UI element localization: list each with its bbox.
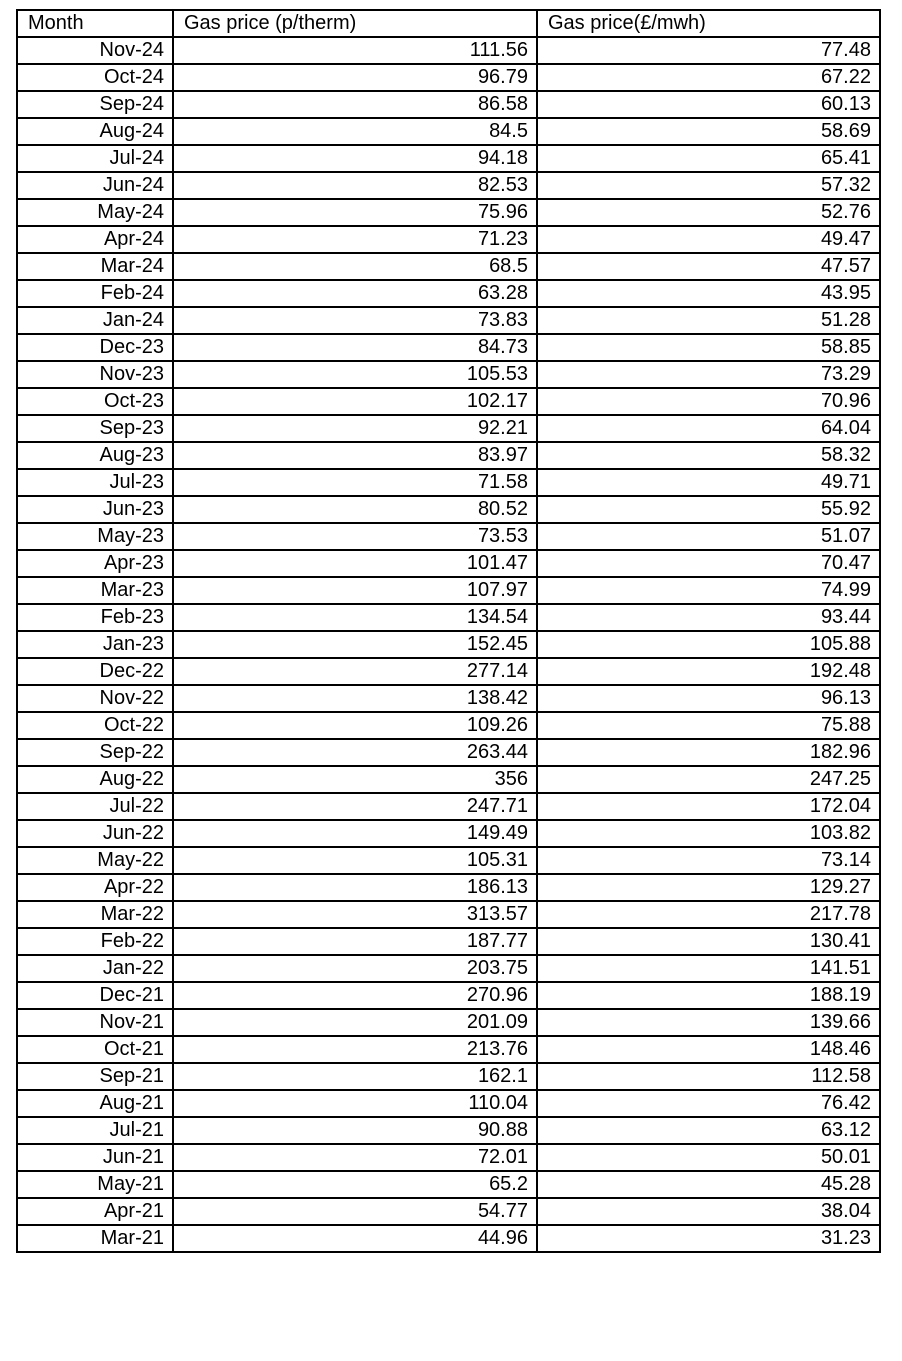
price-p-therm-cell: 201.09 [173, 1009, 537, 1036]
gas-price-table [16, 9, 881, 1253]
price-p-therm-cell: 149.49 [173, 820, 537, 847]
price-p-therm-cell: 270.96 [173, 982, 537, 1009]
month-cell: Jul-24 [17, 145, 173, 172]
price-p-therm-cell: 96.79 [173, 64, 537, 91]
month-cell: Aug-24 [17, 118, 173, 145]
month-cell: Apr-21 [17, 1198, 173, 1225]
price-p-therm-cell: 80.52 [173, 496, 537, 523]
price-gbp-mwh-cell: 51.28 [537, 307, 880, 334]
table-row [17, 847, 880, 874]
price-gbp-mwh-cell: 75.88 [537, 712, 880, 739]
month-cell: Jul-23 [17, 469, 173, 496]
table-row [17, 982, 880, 1009]
price-gbp-mwh-cell: 74.99 [537, 577, 880, 604]
price-p-therm-cell: 94.18 [173, 145, 537, 172]
price-p-therm-cell: 109.26 [173, 712, 537, 739]
month-cell: Mar-23 [17, 577, 173, 604]
table-row [17, 685, 880, 712]
month-cell: Sep-24 [17, 91, 173, 118]
table-row [17, 793, 880, 820]
price-p-therm-cell: 152.45 [173, 631, 537, 658]
table-row [17, 550, 880, 577]
price-gbp-mwh-cell: 55.92 [537, 496, 880, 523]
price-p-therm-cell: 86.58 [173, 91, 537, 118]
table-row [17, 1063, 880, 1090]
table-row [17, 1225, 880, 1252]
price-p-therm-cell: 92.21 [173, 415, 537, 442]
price-p-therm-cell: 187.77 [173, 928, 537, 955]
price-gbp-mwh-cell: 64.04 [537, 415, 880, 442]
price-p-therm-cell: 101.47 [173, 550, 537, 577]
month-cell: Nov-22 [17, 685, 173, 712]
month-cell: Mar-24 [17, 253, 173, 280]
month-cell: Jul-21 [17, 1117, 173, 1144]
table-row [17, 901, 880, 928]
table-row [17, 307, 880, 334]
table-row [17, 442, 880, 469]
price-p-therm-cell: 186.13 [173, 874, 537, 901]
table-row [17, 91, 880, 118]
price-gbp-mwh-cell: 58.32 [537, 442, 880, 469]
month-cell: Mar-21 [17, 1225, 173, 1252]
price-gbp-mwh-cell: 70.47 [537, 550, 880, 577]
price-p-therm-cell: 68.5 [173, 253, 537, 280]
price-gbp-mwh-cell: 141.51 [537, 955, 880, 982]
price-p-therm-cell: 313.57 [173, 901, 537, 928]
price-p-therm-cell: 82.53 [173, 172, 537, 199]
month-cell: Apr-24 [17, 226, 173, 253]
price-p-therm-cell: 105.31 [173, 847, 537, 874]
price-gbp-mwh-cell: 247.25 [537, 766, 880, 793]
price-p-therm-cell: 73.83 [173, 307, 537, 334]
price-gbp-mwh-cell: 49.47 [537, 226, 880, 253]
month-cell: Oct-22 [17, 712, 173, 739]
price-gbp-mwh-cell: 192.48 [537, 658, 880, 685]
price-p-therm-cell: 84.73 [173, 334, 537, 361]
month-cell: May-23 [17, 523, 173, 550]
table-row [17, 955, 880, 982]
price-gbp-mwh-cell: 188.19 [537, 982, 880, 1009]
month-cell: Sep-21 [17, 1063, 173, 1090]
month-cell: Nov-23 [17, 361, 173, 388]
month-cell: Oct-21 [17, 1036, 173, 1063]
price-gbp-mwh-cell: 73.29 [537, 361, 880, 388]
month-cell: Jun-24 [17, 172, 173, 199]
price-gbp-mwh-cell: 45.28 [537, 1171, 880, 1198]
table-row [17, 1198, 880, 1225]
header-month: Month [17, 10, 173, 37]
month-cell: Jun-23 [17, 496, 173, 523]
table-row [17, 1117, 880, 1144]
price-p-therm-cell: 54.77 [173, 1198, 537, 1225]
price-p-therm-cell: 44.96 [173, 1225, 537, 1252]
price-gbp-mwh-cell: 103.82 [537, 820, 880, 847]
month-cell: Feb-22 [17, 928, 173, 955]
price-gbp-mwh-cell: 49.71 [537, 469, 880, 496]
price-p-therm-cell: 90.88 [173, 1117, 537, 1144]
table-row [17, 496, 880, 523]
table-row [17, 1090, 880, 1117]
table-row [17, 874, 880, 901]
month-cell: Jun-22 [17, 820, 173, 847]
month-cell: Jan-23 [17, 631, 173, 658]
price-gbp-mwh-cell: 58.69 [537, 118, 880, 145]
price-gbp-mwh-cell: 217.78 [537, 901, 880, 928]
table-row [17, 712, 880, 739]
header-price-p-therm: Gas price (p/therm) [173, 10, 537, 37]
price-gbp-mwh-cell: 67.22 [537, 64, 880, 91]
table-row [17, 118, 880, 145]
table-row [17, 658, 880, 685]
price-gbp-mwh-cell: 65.41 [537, 145, 880, 172]
month-cell: Nov-24 [17, 37, 173, 64]
price-gbp-mwh-cell: 51.07 [537, 523, 880, 550]
table-row [17, 280, 880, 307]
price-p-therm-cell: 138.42 [173, 685, 537, 712]
price-gbp-mwh-cell: 50.01 [537, 1144, 880, 1171]
price-p-therm-cell: 162.1 [173, 1063, 537, 1090]
price-p-therm-cell: 75.96 [173, 199, 537, 226]
price-p-therm-cell: 356 [173, 766, 537, 793]
month-cell: Apr-22 [17, 874, 173, 901]
table-row [17, 226, 880, 253]
table-row [17, 172, 880, 199]
price-p-therm-cell: 72.01 [173, 1144, 537, 1171]
table-row [17, 253, 880, 280]
price-gbp-mwh-cell: 96.13 [537, 685, 880, 712]
price-gbp-mwh-cell: 112.58 [537, 1063, 880, 1090]
month-cell: Sep-22 [17, 739, 173, 766]
price-gbp-mwh-cell: 63.12 [537, 1117, 880, 1144]
price-gbp-mwh-cell: 148.46 [537, 1036, 880, 1063]
price-gbp-mwh-cell: 57.32 [537, 172, 880, 199]
table-row [17, 469, 880, 496]
table-row [17, 604, 880, 631]
table-row [17, 361, 880, 388]
price-gbp-mwh-cell: 93.44 [537, 604, 880, 631]
month-cell: Oct-23 [17, 388, 173, 415]
price-p-therm-cell: 277.14 [173, 658, 537, 685]
month-cell: Feb-23 [17, 604, 173, 631]
price-p-therm-cell: 213.76 [173, 1036, 537, 1063]
month-cell: Sep-23 [17, 415, 173, 442]
month-cell: May-21 [17, 1171, 173, 1198]
table-row [17, 928, 880, 955]
month-cell: Aug-22 [17, 766, 173, 793]
table-row [17, 334, 880, 361]
month-cell: May-24 [17, 199, 173, 226]
month-cell: Jul-22 [17, 793, 173, 820]
price-p-therm-cell: 65.2 [173, 1171, 537, 1198]
table-row [17, 577, 880, 604]
price-gbp-mwh-cell: 60.13 [537, 91, 880, 118]
month-cell: Jan-24 [17, 307, 173, 334]
month-cell: Apr-23 [17, 550, 173, 577]
price-p-therm-cell: 247.71 [173, 793, 537, 820]
price-gbp-mwh-cell: 139.66 [537, 1009, 880, 1036]
month-cell: Oct-24 [17, 64, 173, 91]
price-gbp-mwh-cell: 58.85 [537, 334, 880, 361]
table-row [17, 820, 880, 847]
month-cell: Jun-21 [17, 1144, 173, 1171]
price-p-therm-cell: 71.58 [173, 469, 537, 496]
header-price-gbp-mwh: Gas price(£/mwh) [537, 10, 880, 37]
price-p-therm-cell: 73.53 [173, 523, 537, 550]
month-cell: Dec-22 [17, 658, 173, 685]
month-cell: Dec-23 [17, 334, 173, 361]
header-row [17, 10, 880, 37]
month-cell: Jan-22 [17, 955, 173, 982]
table-row [17, 1036, 880, 1063]
price-gbp-mwh-cell: 43.95 [537, 280, 880, 307]
price-gbp-mwh-cell: 38.04 [537, 1198, 880, 1225]
table-row [17, 415, 880, 442]
table-row [17, 523, 880, 550]
price-gbp-mwh-cell: 77.48 [537, 37, 880, 64]
price-gbp-mwh-cell: 73.14 [537, 847, 880, 874]
price-gbp-mwh-cell: 172.04 [537, 793, 880, 820]
table-row [17, 631, 880, 658]
table-row [17, 1009, 880, 1036]
month-cell: Aug-23 [17, 442, 173, 469]
price-gbp-mwh-cell: 129.27 [537, 874, 880, 901]
table-body [17, 37, 880, 1252]
table-row [17, 37, 880, 64]
month-cell: Dec-21 [17, 982, 173, 1009]
price-gbp-mwh-cell: 105.88 [537, 631, 880, 658]
price-gbp-mwh-cell: 76.42 [537, 1090, 880, 1117]
price-gbp-mwh-cell: 31.23 [537, 1225, 880, 1252]
table-row [17, 64, 880, 91]
price-p-therm-cell: 84.5 [173, 118, 537, 145]
table-row [17, 145, 880, 172]
table-row [17, 1171, 880, 1198]
table-row [17, 388, 880, 415]
month-cell: Feb-24 [17, 280, 173, 307]
price-p-therm-cell: 134.54 [173, 604, 537, 631]
price-p-therm-cell: 63.28 [173, 280, 537, 307]
price-p-therm-cell: 71.23 [173, 226, 537, 253]
price-p-therm-cell: 110.04 [173, 1090, 537, 1117]
month-cell: Mar-22 [17, 901, 173, 928]
table-row [17, 766, 880, 793]
price-p-therm-cell: 203.75 [173, 955, 537, 982]
price-p-therm-cell: 263.44 [173, 739, 537, 766]
price-gbp-mwh-cell: 130.41 [537, 928, 880, 955]
price-p-therm-cell: 111.56 [173, 37, 537, 64]
price-gbp-mwh-cell: 70.96 [537, 388, 880, 415]
price-gbp-mwh-cell: 52.76 [537, 199, 880, 226]
table-row [17, 1144, 880, 1171]
month-cell: Nov-21 [17, 1009, 173, 1036]
price-p-therm-cell: 105.53 [173, 361, 537, 388]
month-cell: May-22 [17, 847, 173, 874]
price-gbp-mwh-cell: 47.57 [537, 253, 880, 280]
price-gbp-mwh-cell: 182.96 [537, 739, 880, 766]
price-p-therm-cell: 83.97 [173, 442, 537, 469]
table-row [17, 739, 880, 766]
month-cell: Aug-21 [17, 1090, 173, 1117]
price-p-therm-cell: 107.97 [173, 577, 537, 604]
price-p-therm-cell: 102.17 [173, 388, 537, 415]
table-row [17, 199, 880, 226]
